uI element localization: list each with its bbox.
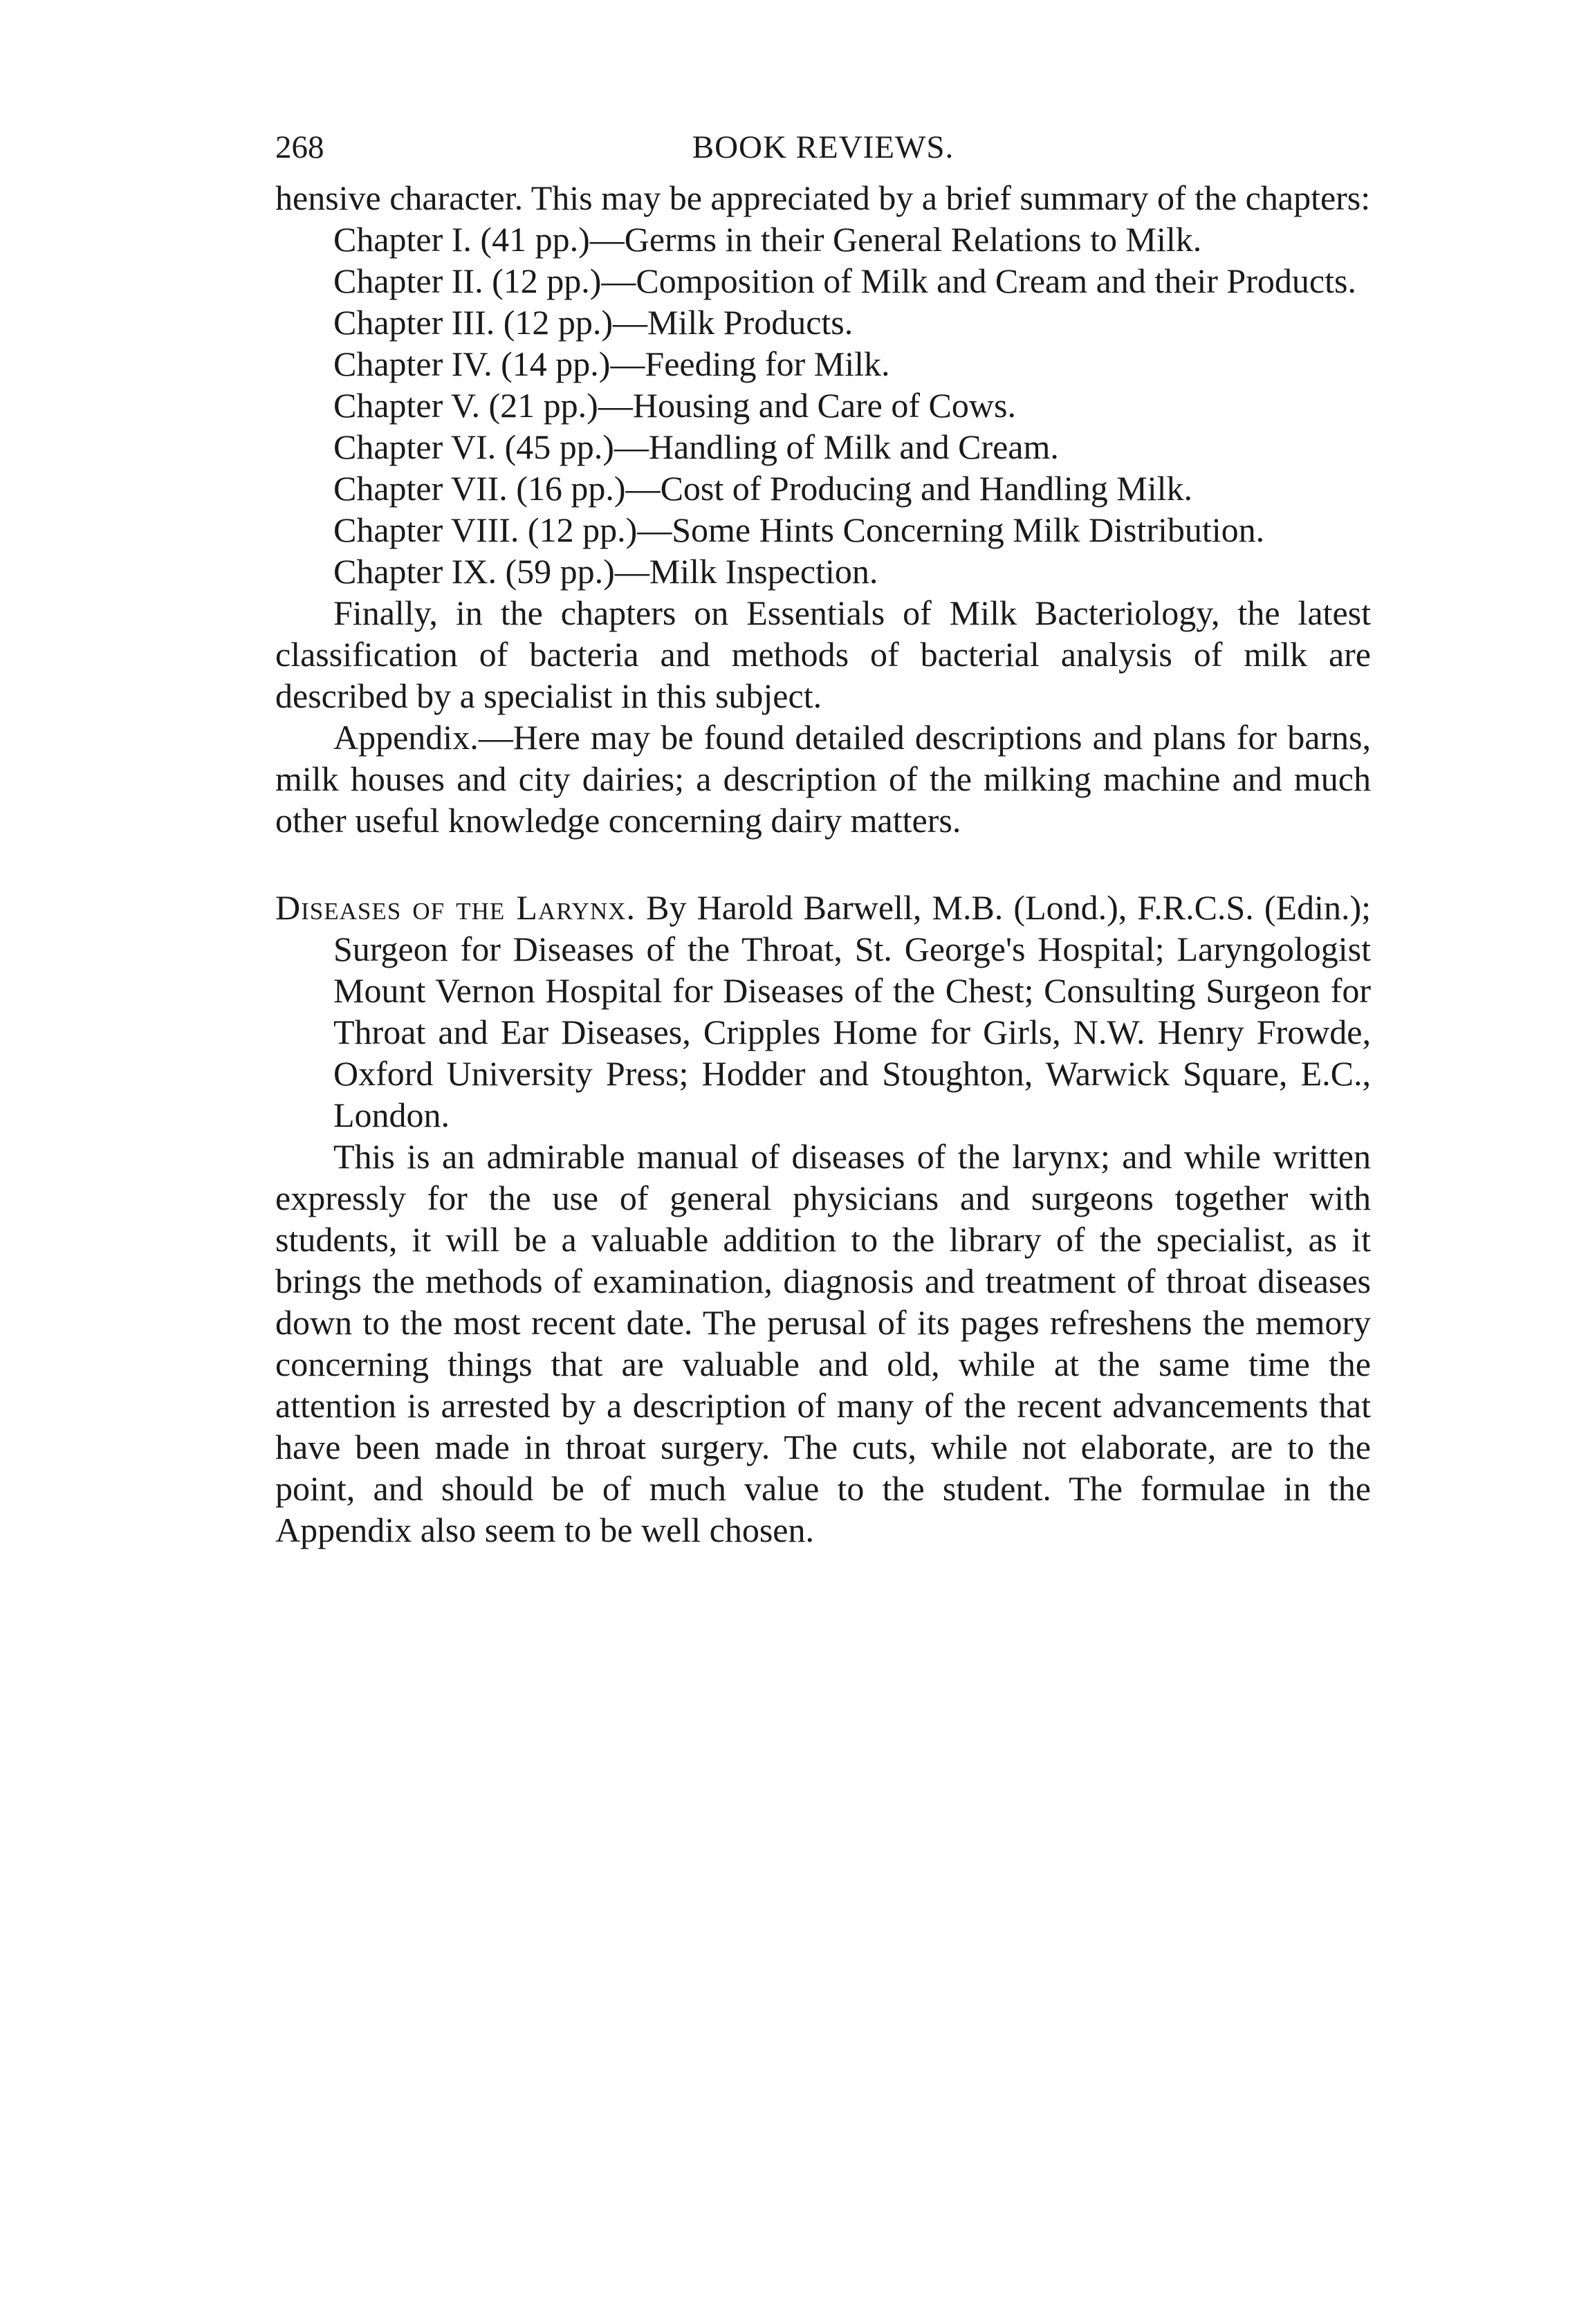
chapter-item: Chapter II. (12 pp.)—Composition of Milk and Cream and their Products. xyxy=(333,261,1356,300)
chapter-item: Chapter IV. (14 pp.)—Feeding for Milk. xyxy=(333,344,890,383)
chapter-item: Chapter VI. (45 pp.)—Handling of Milk and Cream. xyxy=(333,427,1059,466)
review-two xyxy=(275,887,1371,1551)
review-one-intro: hensive character. This may be appreciated by a brief summary of the chapters: xyxy=(275,178,1371,217)
chapter-item: Chapter VII. (16 pp.)—Cost of Producing and Handling Milk. xyxy=(333,469,1192,508)
chapter-item: Chapter IX. (59 pp.)—Milk Inspection. xyxy=(333,552,878,591)
running-head xyxy=(275,129,1371,177)
page-number: 268 xyxy=(275,129,324,165)
chapter-list xyxy=(275,219,1371,592)
chapter-item: Chapter III. (12 pp.)—Milk Products. xyxy=(333,303,854,342)
section-gap xyxy=(275,841,1371,887)
review-one-finally-paragraph: Finally, in the chapters on Essentials of Milk Bacteriology, the latest classification of bacteria and methods of bacterial analysis of milk are described by a specialist in this subject. xyxy=(275,593,1371,715)
chapter-item: Chapter I. (41 pp.)—Germs in their General Relations to Milk. xyxy=(333,220,1202,259)
review-two-heading xyxy=(275,887,1371,1136)
book-title: Diseases of the Larynx. xyxy=(275,888,636,927)
chapter-item: Chapter V. (21 pp.)—Housing and Care of Cows. xyxy=(333,386,1016,425)
page-content xyxy=(275,129,1371,1551)
review-two-body: This is an admirable manual of diseases of the larynx; and while written expressly for the use of general physicians and surgeons together with students, it will be a valuable addition to the library of the specialist, as it brings the methods of examination, diagnosis and treatment of throat diseases down to the most recent date. The perusal of its pages refreshens the memory concerning things that are valuable and old, while at the same time the attention is arrested by a description of many of the recent advancements that have been made in throat surgery. The cuts, while not elaborate, are to the point, and should be of much value to the student. The formulae in the Appendix also seem to be well chosen. xyxy=(275,1137,1371,1549)
book-citation: By Harold Barwell, M.B. (Lond.), F.R.C.S. (Edin.); Surgeon for Diseases of the Throat, St. George's Hospital; Laryngologist Mount Vernon Hospital for Diseases of the Chest; Consulting Surgeon for Throat and Ear Diseases, Cripples Home for Girls, N.W. Henry Frowde, Oxford University Press; Hodder and Stoughton, Warwick Square, E.C., London. xyxy=(333,888,1371,1134)
review-one-appendix-paragraph: Appendix.—Here may be found detailed descriptions and plans for barns, milk houses and city dairies; a description of the milking machine and much other useful knowledge concerning dairy matters. xyxy=(275,718,1371,840)
running-title: BOOK REVIEWS. xyxy=(692,129,954,165)
review-one xyxy=(275,177,1371,841)
chapter-item: Chapter VIII. (12 pp.)—Some Hints Concerning Milk Distribution. xyxy=(333,510,1265,549)
